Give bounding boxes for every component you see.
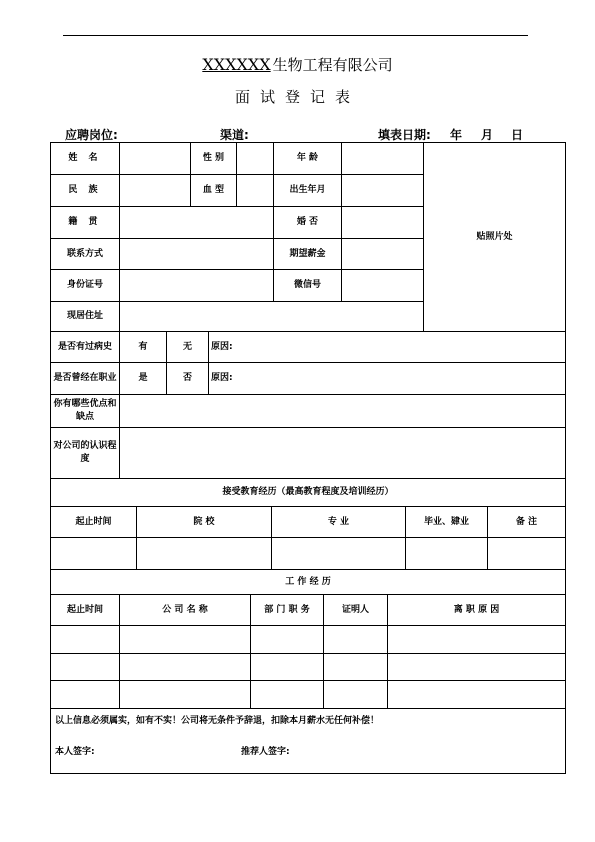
footer-cell: [51, 709, 566, 774]
work-position-field[interactable]: [251, 681, 324, 709]
work-reference-field[interactable]: [324, 654, 388, 681]
blood-type-field[interactable]: [237, 175, 274, 207]
date-year: 年: [450, 128, 463, 142]
date-day: 日: [511, 128, 524, 142]
company-name: 生物工程有限公司: [272, 56, 393, 74]
age-label: 年 龄: [274, 143, 342, 175]
date-month: 月: [481, 128, 494, 142]
medical-no-option[interactable]: 无: [167, 332, 209, 363]
education-major-field[interactable]: [272, 538, 406, 570]
strengths-label: 你有哪些优点和缺点: [51, 395, 120, 428]
education-school-field[interactable]: [137, 538, 272, 570]
company-view-field[interactable]: [120, 428, 566, 479]
work-reference-field[interactable]: [324, 626, 388, 654]
birth-field[interactable]: [342, 175, 424, 207]
work-period-field[interactable]: [51, 654, 120, 681]
work-period-field[interactable]: [51, 681, 120, 709]
work-header-period: 起止时间: [51, 595, 120, 626]
education-remarks-field[interactable]: [488, 538, 566, 570]
footer-statement: 以上信息必须属实，如有不实！公司将无条件予辞退，扣除本月薪水无任何补偿！: [55, 716, 380, 726]
birth-label: 出生年月: [274, 175, 342, 207]
company-prefix: XXXXXX: [202, 55, 271, 74]
work-position-field[interactable]: [251, 626, 324, 654]
ethnicity-label: 民 族: [51, 175, 120, 207]
native-place-field[interactable]: [120, 207, 274, 239]
education-header-school: 院 校: [137, 507, 272, 538]
native-place-label: 籍 贯: [51, 207, 120, 239]
blood-type-label: 血 型: [191, 175, 237, 207]
work-company-field[interactable]: [120, 681, 251, 709]
prev-employment-no-option[interactable]: 否: [167, 363, 209, 395]
prev-employment-yes-option[interactable]: 是: [120, 363, 167, 395]
id-number-label: 身份证号: [51, 270, 120, 302]
company-header: [0, 54, 595, 75]
age-field[interactable]: [342, 143, 424, 175]
work-header-reference: 证明人: [324, 595, 388, 626]
work-title: 工 作 经 历: [51, 570, 566, 595]
company-view-label: 对公司的认识程度: [51, 428, 120, 479]
referrer-signature-label[interactable]: 推荐人签字:: [241, 747, 290, 757]
education-period-field[interactable]: [51, 538, 137, 570]
table-row: [51, 654, 566, 681]
channel-label: 渠道:: [220, 128, 249, 142]
work-reference-field[interactable]: [324, 681, 388, 709]
self-signature-label[interactable]: 本人签字:: [55, 747, 95, 757]
position-label: 应聘岗位:: [65, 128, 118, 142]
education-title: 接受教育经历（最高教育程度及培训经历）: [51, 479, 566, 507]
address-label: 现居住址: [51, 302, 120, 332]
work-header-leave-reason: 离 职 原 因: [388, 595, 566, 626]
ethnicity-field[interactable]: [120, 175, 191, 207]
education-header-major: 专 业: [272, 507, 406, 538]
history-table: [50, 331, 566, 479]
basic-info-table: [50, 142, 566, 332]
expected-salary-field[interactable]: [342, 239, 424, 270]
work-leave-reason-field[interactable]: [388, 654, 566, 681]
prev-employment-reason-field[interactable]: 原因:: [209, 363, 566, 395]
table-row: [51, 626, 566, 654]
gender-label: 性 别: [191, 143, 237, 175]
education-graduation-field[interactable]: [406, 538, 488, 570]
education-header-remarks: 备 注: [488, 507, 566, 538]
name-label: 姓 名: [51, 143, 120, 175]
id-number-field[interactable]: [120, 270, 274, 302]
expected-salary-label: 期望薪金: [274, 239, 342, 270]
address-field[interactable]: [120, 302, 424, 332]
work-position-field[interactable]: [251, 654, 324, 681]
work-header-position: 部 门 职 务: [251, 595, 324, 626]
medical-history-label: 是否有过病史: [51, 332, 120, 363]
work-company-field[interactable]: [120, 654, 251, 681]
gender-field[interactable]: [237, 143, 274, 175]
prev-employment-label: 是否曾经在职业: [51, 363, 120, 395]
education-header-period: 起止时间: [51, 507, 137, 538]
name-field[interactable]: [120, 143, 191, 175]
medical-reason-field[interactable]: 原因:: [209, 332, 566, 363]
work-leave-reason-field[interactable]: [388, 626, 566, 654]
table-row: [51, 681, 566, 709]
work-header-company: 公 司 名 称: [120, 595, 251, 626]
form-title: 面试登记表: [234, 88, 360, 106]
marital-field[interactable]: [342, 207, 424, 239]
fill-date-label: 填表日期:: [378, 128, 431, 142]
work-leave-reason-field[interactable]: [388, 681, 566, 709]
wechat-field[interactable]: [342, 270, 424, 302]
photo-area: 贴照片处: [424, 143, 566, 332]
strengths-field[interactable]: [120, 395, 566, 428]
contact-field[interactable]: [120, 239, 274, 270]
medical-yes-option[interactable]: 有: [120, 332, 167, 363]
contact-label: 联系方式: [51, 239, 120, 270]
top-rule: [63, 35, 528, 36]
education-table: [50, 478, 566, 570]
marital-label: 婚 否: [274, 207, 342, 239]
work-company-field[interactable]: [120, 626, 251, 654]
work-period-field[interactable]: [51, 626, 120, 654]
education-header-graduation: 毕业、肄业: [406, 507, 488, 538]
work-table: [50, 569, 566, 774]
wechat-label: 微信号: [274, 270, 342, 302]
